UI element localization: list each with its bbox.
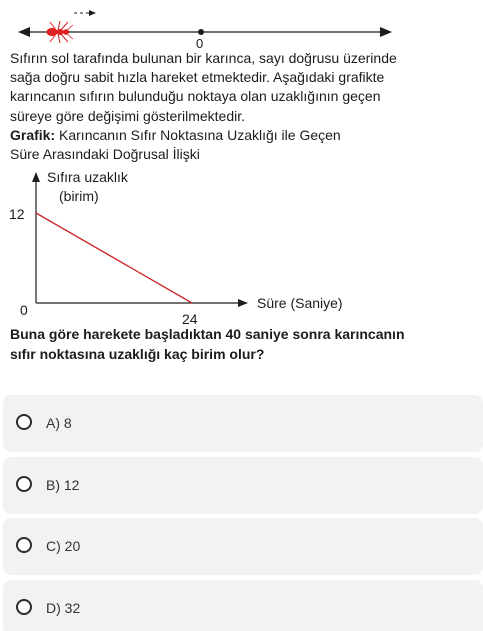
radio-icon[interactable] [16, 599, 32, 615]
graph-caption-prefix: Grafik: [10, 126, 56, 143]
problem-line: sağa doğru sabit hızla hareket etmektedir. Aşağıdaki grafikte [10, 69, 385, 86]
y-tick-label: 12 [9, 206, 25, 222]
radio-icon[interactable] [16, 476, 32, 492]
problem-line: Sıfırın sol tarafında bulunan bir karınca, sayı doğrusu üzerinde [10, 50, 397, 66]
zero-label: 0 [196, 36, 204, 51]
number-line-right-arrow [380, 27, 392, 37]
option-label: A) 8 [46, 415, 72, 431]
ant-icon [47, 21, 73, 43]
distance-series-line [36, 213, 192, 303]
option-d[interactable] [3, 580, 483, 631]
radio-icon[interactable] [16, 414, 32, 430]
graph-caption [10, 126, 430, 145]
option-label: C) 20 [46, 538, 81, 554]
number-line-left-arrow [18, 27, 30, 37]
x-tick-label: 24 [182, 311, 198, 327]
origin-label: 0 [20, 302, 28, 318]
y-axis-label-line1: Sıfıra uzaklık [47, 169, 128, 185]
question-line: sıfır noktasına uzaklığı kaç birim olur? [10, 345, 265, 362]
x-axis-arrow [238, 299, 248, 307]
option-label: D) 32 [46, 600, 81, 616]
problem-text [10, 49, 430, 164]
option-b[interactable] [3, 457, 483, 514]
question-text [10, 325, 450, 364]
graph-caption-text: Karıncanın Sıfır Noktasına Uzaklığı ile Geçen [55, 126, 341, 143]
y-axis-arrow [32, 172, 40, 182]
graph-caption-line2: Süre Arasındaki Doğrusal İlişki [10, 146, 200, 163]
option-a[interactable] [3, 395, 483, 452]
option-c[interactable] [3, 518, 483, 575]
problem-line: karıncanın sıfırın bulunduğu noktaya olan uzaklığının geçen [10, 88, 381, 105]
zero-point [198, 29, 204, 35]
x-axis-label: Süre (Saniye) [257, 295, 343, 311]
direction-arrow-icon [74, 10, 96, 16]
y-axis-label-line2: (birim) [59, 188, 99, 204]
radio-icon[interactable] [16, 537, 32, 553]
distance-time-graph [0, 160, 483, 330]
problem-line: süreye göre değişimi gösterilmektedir. [10, 107, 245, 124]
question-line: Buna göre harekete başladıktan 40 saniye sonra karıncanın [10, 326, 405, 342]
number-line [0, 0, 483, 52]
option-label: B) 12 [46, 477, 80, 493]
